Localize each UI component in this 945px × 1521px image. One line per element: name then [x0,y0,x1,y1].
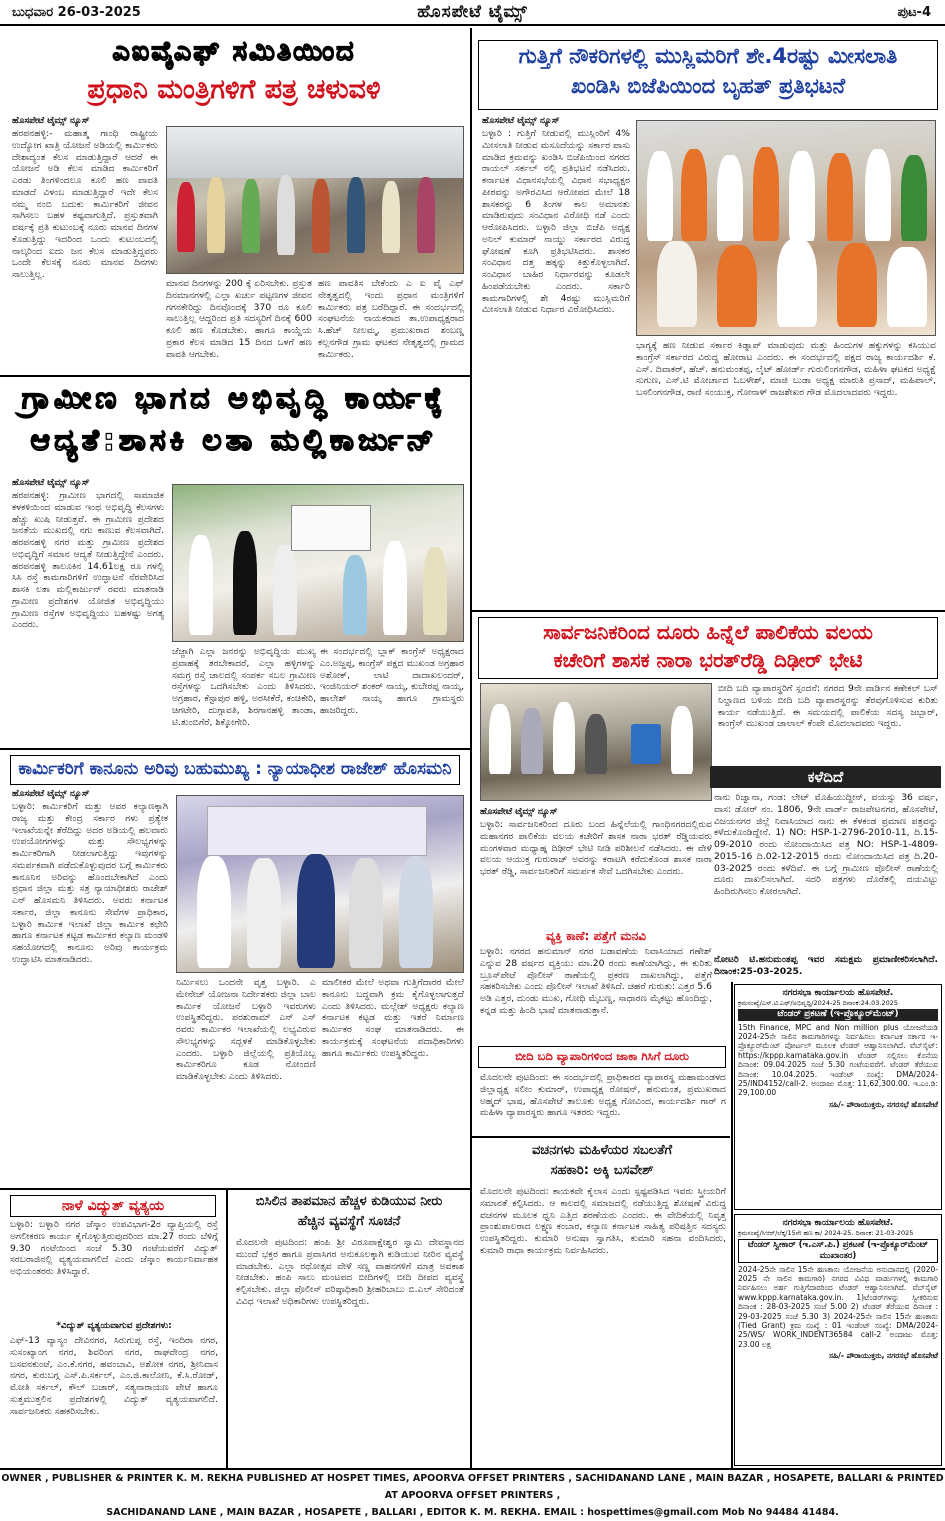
tender2-body: 2024-25ನೇ ಸಾಲಿನ 15ನೇ ಹಣಕಾಸು ಯೋಜನೆಯ ಅನುದಾನದಲ್ಲಿ (2020-2025 ನೇ ಸಾಲಿನ ಕಾಮಗಾರಿ) ನಗರದ ವಿವಿಧ ವಾರ್ಡುಗಳಲ್ಲಿ ಕಾಮಗಾರಿ ನಿರ್ವಹಿಸಲು ಅರ್ಹ ಗುತ್ತಿಗೆದಾರರಿಂದ ಟೆಂಡರ್ ಆಹ್ವಾನಿಸಲಾಗಿದೆ. ವೆಬ್‌ಸೈಟ್ www.kppp.karnataka.gov.in. 1)ಟೆಂಡರ್‌ಗಳನ್ನು ಸ್ವೀಕರಿಸುವ ದಿನಾಂಕ : 28-03-2025 ಸಂಜೆ 5.00 2) ಟೆಂಡರ್ ತೆರೆಯುವ ದಿನಾಂಕ : 29-03-2025 ಸಂಜೆ 5.30 3) 2024-25ನೇ ಸಾಲಿನ 15ನೇ ಹಣಕಾಸು (Tied Grant) ಕ್ರಮ ಸಂಖ್ಯೆ : 01 ಇಂಡೆಂಟ್ ಸಂಖ್ಯೆ: DMA/2024-25/WS/ WORK_INDENT36584 call-2 ಅಂದಾಜು ಮೊತ್ತ: 23.00 ಲಕ್ಷ [738,1264,938,1349]
imprint-line-1: OWNER , PUBLISHER & PRINTER K. M. REKHA PUBLISHED AT HOSPET TIMES, APOORVA OFFSET PRINTERS , SACHIDANAND LANE , MAIN BAZAR , HOSAPETE, BALLARI & PRINTED AT APOORVA OFFSET PRINTERS , [1,1473,944,1501]
story2-headline-2: ಖಂಡಿಸಿ ಬಿಜೆಪಿಯಿಂದ ಬೃಹತ್ ಪ್ರತಿಭಟನೆ [570,74,846,98]
tender-notice-2 [734,1214,942,1466]
story-power-cut [0,1191,226,1466]
story-bjp-protest [472,30,945,610]
story1-col2: ಮಾನವ ದಿನಗಳನ್ನು 200 ಕ್ಕೆ ಏರಿಸಬೇಕು. ಪ್ರಸ್ತುತ ದಿನಮಾನಗಳಲ್ಲಿ ಎಲ್ಲಾ ಖರ್ಚು ಪಟ್ಟಣಗಳ ಜೀವನ ಗಗನಕೇರಿದ್ದು ದಿನವೊಂದಕ್ಕೆ 370 ರೂ ಕೂಲಿ ಸಾಲುತ್ತಿಲ್ಲ ಆದ್ದರಿಂದ ಪ್ರತಿ ಸದಸ್ಯರಿಗೆ ದಿನಕ್ಕೆ 600 ಕೂಲಿ ಹಣ ಕೊಡಬೇಕು. ಹಾಗೂ ಕಾಯ್ದೆಯ ಪ್ರಕಾರ ಕೆಲಸ ಮಾಡಿದ 15 ದಿನದ ಒಳಗೆ ಹಣ ಪಾವತಿ ಆಗಬೇಕು. [166,278,312,360]
rule [472,610,945,612]
story2-photo [636,120,936,336]
tender1-body: 15th Finance, MPC and Non million plus ಯೋಜನೆಯಡಿ 2024-25ನೇ ಸಾಲಿನ ಕಾಮಗಾರಿಗಳನ್ನು ನಿರ್ವಹಿಸಲು ಕರ್ನಾಟಕ ಸರ್ಕಾರ ಇ-ಪ್ರೊಕ್ಯೂರ್‌ಮೆಂಟ್ ಪೋರ್ಟಲ್ ಮೂಲಕ ಟೆಂಡರ್ ಆಹ್ವಾನಿಸಲಾಗಿದೆ. ವೆಬ್‌ಸೈಟ್: https://kppp.karnataka.gov.in ಟೆಂಡರ್ ಸಲ್ಲಿಸಲು ಕೊನೆಯ ದಿನಾಂಕ: 09.04.2025 ಸಂಜೆ 5.30 ಗಂಟೆಯವರೆಗೆ. ಟೆಂಡರ್ ತೆರೆಯುವ ದಿನಾಂಕ: 10.04.2025. ಇಂಡೆಂಟ್ ಸಂಖ್ಯೆ: DMA/2024-25/IND4152/call-2. ಅಂದಾಜು ಮೊತ್ತ: 11,62,300.00. ಇ.ಎಂ.ಡಿ: 29,100.00 [738,1022,938,1098]
story9-headline: ಬೀದಿ ಬದಿ ವ್ಯಾಪಾರಿಗಳಿಂದ ಜಾಕಾ ಗಿಸಿಗೆ ದೂರು [515,1049,689,1063]
story-street-vendors [472,1046,730,1134]
rule [0,1188,470,1190]
story2-byline: ಹೊಸಪೇಟೆ ಟೈಮ್ಸ್ ನ್ಯೂಸ್ [482,116,560,126]
story-vachanas [472,1138,730,1466]
story4-side: ಬೀದಿ ಬದಿ ವ್ಯಾಪಾರಸ್ಥರಿಗೆ ಸ್ಪಂದನೆ: ನಗರದ 9ನೇ ವಾರ್ಡಿನ ಕಣೇಕಲ್ ಬಸ್ ನಿಲ್ದಾಣದ ಬಳಿಯ ಬೀದಿ ಬದಿ ವ್ಯಾಪಾರಸ್ಥರನ್ನು ತೆರವುಗೊಳಿಸುವ ಕುರಿತು ಕಾರ್ಯ ನಡೆಯುತ್ತಿದೆ. ಈ ಸಮಯದಲ್ಲಿ ಪಾಲಿಕೆಯ ಸದಸ್ಯ ಜಬ್ಬಾರ್, ಕಾಂಗ್ರೆಸ್ ಮುಖಂಡ ಜಾಲಾಲ್ ಕೆಂಪೇ ಮೊದಲಾದವರು ಇದ್ದರು. [718,683,938,730]
story6-headline: ನಾಳೆ ವಿದ್ಯುತ್ ವ್ಯತ್ಯಯ [10,1195,216,1217]
lost-notice [710,766,941,980]
tender1-sign: ಸಹಿ/- ಪೌರಾಯುಕ್ತರು, ನಗರಸಭೆ ಹೊಸಪೇಟೆ [828,1099,938,1109]
story3-byline: ಹೊಸಪೇಟೆ ಟೈಮ್ಸ್ ನ್ಯೂಸ್ [12,478,90,488]
story4-body: ಬಳ್ಳಾರಿ: ಸಾರ್ವಜನಿಕರಿಂದ ದೂರು ಬಂದ ಹಿನ್ನೆಲೆಯಲ್ಲಿ ಗಾಂಧಿನಗರದಲ್ಲಿರುವ ಮಹಾನಗರ ಪಾಲಿಕೆಯ ವಲಯ ಕಚೇರಿಗೆ ಶಾಸಕ ನಾರಾ ಭರತ್ ರೆಡ್ಡಿಯವರು ಮಂಗಳವಾರ ಮಧ್ಯಾಹ್ನ ದಿಢೀರ್ ಭೇಟಿ ನೀಡಿ ಪರಿಶೀಲನೆ ನಡೆಸಿದರು. ಈ ವೇಳೆ ವಲಯ ಆಯುಕ್ತ ಗುರುರಾಜ್ ಅವರನ್ನು ಕರಾಟಗಿ ಕರೆದುಕೊಂಡ ಶಾಸಕ ನಾರಾ ಭರತ್ ರೆಡ್ಡಿ, ಸಾರ್ವಜನಿಕರಿಗೆ ಸಮರ್ಪಕ ಸೇವೆ ಒದಗಿಸಬೇಕು ಎಂದರು. [480,819,712,878]
story1-byline: ಹೊಸಪೇಟೆ ಟೈಮ್ಸ್ ನ್ಯೂಸ್ [12,116,90,126]
story1-headline-1: ಎಐವೈಎಫ್ ಸಮಿತಿಯಿಂದ [112,36,356,67]
story8-body: ಬಳ್ಳಾರಿ: ನಗರದ ಹನುಮಾನ್ ನಗರ ಬಡಾವಣೆಯ ನಿವಾಸಿಯಾದ ಗಣೇಶ್ ಎನ್ನುವ 28 ವರ್ಷದ ವ್ಯಕ್ತಿಯು ಮಾ.20 ರಂದು ಕಾಣೆಯಾಗಿದ್ದು, ಈ ಕುರಿತು ಬ್ರೂಸ್‌ಪೇಟೆ ಪೊಲೀಸ್ ಠಾಣೆಯಲ್ಲಿ ಪ್ರಕರಣ ದಾಖಲಾಗಿದ್ದು, ಪತ್ತೆಗೆ ಸಹಕರಿಸಬೇಕು ಎಂದು ಪೊಲೀಸ್ ಇಲಾಖೆ ತಿಳಿಸಿದೆ. ಚಹರೆ ಗುರುತು: ಎತ್ತರ 5.6 ಅಡಿ ಎತ್ತರ, ದುಂಡು ಮುಖ, ಗೋಧಿ ಮೈಬಣ್ಣ, ಸಾಧಾರಣ ಮೈಕಟ್ಟು ಹೊಂದಿದ್ದು, ಕನ್ನಡ ಮತ್ತು ಹಿಂದಿ ಭಾಷೆ ಮಾತನಾಡುತ್ತಾನೆ. [480,946,712,1016]
story7-body: ಮೊದಲನೇ ಪುಟದಿಂದ: ಹಂಪಿ ಶ್ರೀ ವಿರೂಪಾಕ್ಷೇಶ್ವರ ಸ್ವಾಮಿ ದೇವಸ್ಥಾನದ ಮುಂದೆ ಭಕ್ತರ ಹಾಗೂ ಪ್ರವಾಸಿಗರ ಅನುಕೂಲಕ್ಕಾಗಿ ಕುಡಿಯುವ ನೀರಿನ ವ್ಯವಸ್ಥೆ ಮಾಡಬೇಕು. ಎಲ್ಲಾ ರಥೋತ್ಸವ ವೇಳೆ ಸಣ್ಣ ವಾಹನಗಳಿಗೆ ಮಾತ್ರ ಅವಕಾಶ ನೀಡಬೇಕು. ಹಂಪಿ ಸಾಲು ಮಂಟಪದ ಬೀದಿಗಳಲ್ಲಿ ಬೀದಿ ದೀಪದ ವ್ಯವಸ್ಥೆ ಕಲ್ಪಿಸಬೇಕು. ಜಿಲ್ಲಾ ಪೊಲೀಸ್ ವರಿಷ್ಠಾಧಿಕಾರಿ ಶ್ರೀಹರಿಬಾಬು ಬಿ.ಎಲ್ ಸೇರಿದಂತೆ ವಿವಿಧ ಇಲಾಖೆ ಅಧಿಕಾರಿಗಳು ಉಪಸ್ಥಿತರಿದ್ದರು. [236,1237,464,1307]
masthead [0,0,945,26]
story8-headline: ವ್ಯಕ್ತಿ ಕಾಣೆ: ಪತ್ತೆಗೆ ಮನವಿ [545,929,647,943]
story6-subhead: *ವಿದ್ಯುತ್ ವ್ಯತ್ಯಯವಾಗುವ ಪ್ರದೇಶಗಳು: [56,1321,172,1331]
story2-headline-1: ಗುತ್ತಿಗೆ ನೌಕರಿಗಳಲ್ಲಿ ಮುಸ್ಲಿಮರಿಗೆ ಶೇ.4ರಷ್ಟು ಮೀಸಲಾತಿ [518,44,898,68]
story9-body: ಮೊದಲನೇ ಪುಟದಿಂದ: ಈ ಸಂದರ್ಭದಲ್ಲಿ ಪ್ರಾಧಿಕಾರದ ವ್ಯಾಪಾರಸ್ಥ ಮಹಾಮಂಡಳದ ಜಿಲ್ಲಾಧ್ಯಕ್ಷ ಸಲೀಂ ಕುಮಾರ್, ಉಪಾಧ್ಯಕ್ಷ ರೋಷನ್, ಹನುಮಂತ, ಪ್ರಮುಖರಾದ ಅಹ್ಮದ್ ಭಾಷ, ಹೊಸಪೇಟೆ ತಾಲೂಕು ಅಧ್ಯಕ್ಷ ಗೋವಿಂದ, ಕಾರ್ಯದರ್ಶಿ ಗಾರ್ ಗ ಮಹಿಳಾ ವ್ಯಾಪಾರಸ್ಥರು ಹಾಗೂ ಇತರರು ಇದ್ದರು. [480,1072,726,1119]
tender2-office: ನಗರಸಭಾ ಕಾರ್ಯಾಲಯ ಹೊಸಪೇಟೆ. [782,1218,894,1228]
tender1-ref: ಕ್ರಮಸಂಖ್ಯೆ/ಎಸ್.ಟಿ.ಎಫ್/ಅಭಿವೃದ್ಧಿ/2024-25 ದಿನಾಂಕ:24.03.2025 [738,999,898,1008]
story3-col3: ಈ ಸಂದರ್ಭದಲ್ಲಿ ಬ್ಲಾಕ್ ಕಾಂಗ್ರೆಸ್ ಅಧ್ಯಕ್ಷರಾದ ಎಂ.ಅಜ್ಜಪ್ಪ, ಕಾಂಗ್ರೆಸ್ ಪಕ್ಷದ ಮುಖಂಡ ಅಗ್ರಹಾರ ಅಶೋಕ್, ಲಾಟಿ ದಾದಾಖಲಂದರ್, ಇಂಜಿನಿಯರ್ ಶಂಕರ್ ನಾಯ್ಕ, ಕುಬೇರಪ್ಪ ನಾಯ್ಕ, ಹಾಲೇಶ್ ನಾಯ್ಕ ಹಾಗೂ ಗ್ರಾಮಸ್ಥರು ಹಾಜರಿದ್ದರು. [320,646,464,716]
story5-headline: ಕಾರ್ಮಿಕರಿಗೆ ಕಾನೂನು ಅರಿವು ಬಹುಮುಖ್ಯ : ನ್ಯಾಯಾಧೀಶ ರಾಜೇಶ್ ಹೊಸಮನಿ [10,755,460,785]
story-labour-law-awareness [0,751,468,1186]
story6-body2: ಎಫ್-13 ವ್ಯಾಸ್ಯಂ ದೇವಿನಗರ, ಸಿರುಗುಪ್ಪ ರಸ್ತೆ, ಇಂದಿರಾ ನಗರ, ಸುಸಂಖ್ಯಾಂಗ ನಗರ, ಶಿವರಿಂಗ ನಗರ, ರಾಘವೇಂದ್ರ ನಗರ, ಬಸವನಕುಂಟೆ, ಎಂ.ಕೆ.ನಗರ, ಹವಂಬಾವಿ, ಅಶೋಕ ನಗರ, ಶ್ರೀನಿವಾಸ ನಗರ, ಕುರುಬಗ್ಗ ಎಸ್.ಪಿ.ಸರ್ಕಲ್, ಎಂ.ಜಿ.ಕಾಲೋನಿ, ಕೆ.ಸಿ.ರೋಡ್, ಮೋತಿ ಸರ್ಕಲ್, ಕೌಲ್ ಬಜಾರ್, ಸತ್ಯನಾರಾಯಣ ಪೇಟೆ ಹಾಗೂ ಸುತ್ತಮುತ್ತಲಿನ ಪ್ರದೇಶಗಳಲ್ಲಿ ವಿದ್ಯುತ್ ವ್ಯತ್ಯಯವಾಗಲಿದೆ. ಸಾರ್ವಜನಿಕರು ಸಹಕರಿಸಬೇಕು. [10,1335,218,1417]
tender1-office: ನಗರಸಭಾ ಕಾರ್ಯಾಲಯ ಹೊಸಪೇಟೆ. [782,988,894,998]
story1-col1: ಹರಪನಹಳ್ಳಿ:- ಮಹಾತ್ಮ ಗಾಂಧಿ ರಾಷ್ಟ್ರೀಯ ಉದ್ಯೋಗ ಖಾತ್ರಿ ಯೋಜನೆ ಅಡಿಯಲ್ಲಿ ಕಾರ್ಮಿಕರು ದೇಶಾದ್ಯಂತ ಕೆಲಸ ಮಾಡುತ್ತಿದ್ದಾರೆ ಆದರೆ ಈ ಯೋಜನೆ ಅಡಿ ಕೆಲಸ ಮಾಡಿದ ಕಾರ್ಮಿಕರಿಗೆ ಎರಡು ತಿಂಗಳಿಂದಲೂ ಕೂಲಿ ಹಣ ಪಾವತಿ ಮಾಡದೆ ವಿಳಂಬ ಮಾಡುತ್ತಿದ್ದಾರೆ ಇದೇ ಕೆಲಸ ನಮ್ಮ ನಂಬಿ ಬದುಕು ಕಾರ್ಮಿಕರಿಗೆ ಜೀವನ ಸಾಗಿಸಲು ಬಹಳ ಕಷ್ಟವಾಗುತ್ತಿದೆ. ಪ್ರಸ್ತುತವಾಗಿ ವರ್ಷಕ್ಕೆ ಪ್ರತಿ ಕುಟುಂಬಕ್ಕೆ ನೂರು ಮಾನವ ದಿನಗಳ ಕೊಡುತ್ತಿದ್ದು ಇದರಿಂದ ಒಂದು ಕುಟುಂಬದಲ್ಲಿ ನಾಲ್ಕರಿಂದ ಐದು ಜನ ಕೆಲಸ ಮಾಡುತ್ತಿದ್ದವರು ಒಂದೇ ಕೆಲಸಕ್ಕೆ ನೂರು ಮಾನವ ದಿನಗಳು ಸಾಲುತ್ತಿಲ್ಲ. [12,128,158,281]
story3-col1: ಹರಪನಹಳ್ಳಿ: ಗ್ರಾಮೀಣ ಭಾಗದಲ್ಲಿ ಸಾಮಾಜಿಕ ಕಳಕಳಿಯಿಂದ ಮಾಡುವ ಇಂಥ ಅಭಿವೃದ್ಧಿ ಕೆಲಸಗಳು ಹೆಚ್ಚು ಖುಷಿ ನೀಡುತ್ತವೆ. ಈ ಗ್ರಾಮೀಣ ಪ್ರದೇಶದ ಜನತೆಯ ಮುಖದಲ್ಲಿ ನಗು ಕಾಣುವ ಕೆಲಸವಾಗಿದೆ. ಹರಪನಹಳ್ಳಿ ನಗರ ಮತ್ತು ಗ್ರಾಮೀಣ ಪ್ರದೇಶದ ಅಭಿವೃದ್ಧಿಗೆ ಸಮಾನ ಆದ್ಯತೆ ನೀಡುತ್ತಿದ್ದೇನೆ ಎಂದರು. ಹರಪನಹಳ್ಳಿ ತಾಲೂಕಿನ 14.61ಲಕ್ಷ ರೂ ಗಳಲ್ಲಿ ಸಿಸಿ ರಸ್ತೆ ಕಾಮಗಾರಿಗಳಿಗೆ ಉದ್ಘಾಟನೆ ನೆರವೇರಿಸಿದ ಶಾಸಕಿ ಲತಾ ಮಲ್ಲಿಕಾರ್ಜುನ್ ರವರು ಮಾತನಾಡಿ ಗ್ರಾಮೀಣ ಪ್ರದೇಶಗಳ ಯೋಜಿತ ಅಭಿವೃದ್ಧಿಯು ಗ್ರಾಮೀಣ ರಸ್ತೆಗಳ ಅಭಿವೃದ್ಧಿಯು ಬಹಳಷ್ಟು ಅಗತ್ಯ ಎಂದರು. [12,490,164,631]
story2-col2: ಭಾಗ್ಯಕ್ಕೆ ಹಣ ನೀಡುವ ಸರ್ಕಾರ ಕಿಡ್ನಾಪ್ ಮಾಡುವುದು ಮತ್ತು ಹಿಂದುಗಳ ಹಕ್ಕುಗಳನ್ನು ಕಸಿಯುವ ಕಾಂಗ್ರೆಸ್ ಸರ್ಕಾರದ ವಿರುದ್ಧ ಹೋರಾಟ ಎಂದರು. ಈ ಸಂದರ್ಭದಲ್ಲಿ ಪಕ್ಷದ ರಾಜ್ಯ ಕಾರ್ಯದರ್ಶಿ ಕೆ. ಎಸ್. ದಿವಾಕರ್, ಹೆಚ್. ಹನುಮಂತಪ್ಪ, ಲೈಟ್ ಹೋರ್ಡ್ ಗುರುಲಿಂಗನಗೌಡ, ಮಹಿಳಾ ಘಟಕದ ಅಧ್ಯಕ್ಷೆ ಸುಗುಣ, ಎಸ್.ಟಿ ಮೋರ್ಚಾದ ಓಬಳೇಶ್, ಮಾಜಿ ಬುಡಾ ಅಧ್ಯಕ್ಷ ಮಾರುತಿ ಪ್ರಸಾದ್, ಮಹಿಪಾಲ್, ಬಸಲಿಂಗನಗೌಡ, ರಾಣಿ ಸಂಯುಕ್ತ, ಗೋನಾಳ್ ರಾಜಶೇಖರ ಗೌಡ ಮೊದಲಾದವರು ಇದ್ದರು. [636,340,936,399]
story10-body: ಮೊದಲನೇ ಪುಟದಿಂದ: ಕಾಯಕವೇ ಕೈಲಾಸ ಎಂದು ಸ್ಪಷ್ಟಪಡಿಸಿದ ಇವರು ಸ್ತ್ರೀಯರಿಗೆ ಸಮಾನತೆ ಕಲ್ಪಿಸಿದರು. ಆ ಕಾಲದಲ್ಲಿ ಸಮಾಜದಲ್ಲಿ ನಡೆಯುತ್ತಿದ್ದ ಶೋಷಣೆ ವಿರುದ್ಧ ವಚನಗಳ ಮೂಲಕ ಧ್ವನಿ ಎತ್ತಿದ ಶರಣೆಯರು ಎಂದರು. ಈ ವೇದಿಕೆಯಲ್ಲಿ ನಿವೃತ್ತ ಪ್ರಾಂಶುಪಾಲರಾದ ಲಕ್ಷ್ಮಣ ಕಂಬಾರ, ಕಲ್ಯಾಣ ಕರ್ನಾಟಕ ಸಾಹಿತ್ಯ ಪರಿಷತ್ತಿನ ಸದಸ್ಯರು ಉಪಸ್ಥಿತರಿದ್ದರು. ಕುಮಾರಿ ಅನುಷಾ ಸ್ವಾಗತಿಸಿ, ಕುಮಾರಿ ಸಹನಾ ವಂದಿಸಿದರು, ಕುಮಾರಿ ರಾಧಾ ಕಾರ್ಯಕ್ರಮ ನಿರ್ವಹಿಸಿದರು. [480,1186,726,1256]
story5-byline: ಹೊಸಪೇಟೆ ಟೈಮ್ಸ್ ನ್ಯೂಸ್ [12,789,90,799]
page-number: ಪುಟ-4 [897,5,931,20]
story4-photo [480,683,712,801]
rule [0,748,470,750]
imprint-line-2: SACHIDANAND LANE , MAIN BAZAR , HOSAPETE , BALLARI , EDITOR K. M. REKHA. EMAIL : hospettimes@gmail.com Mob No 94484 41484. [106,1507,839,1518]
tender2-sign: ಸಹಿ/- ಪೌರಾಯುಕ್ತರು, ನಗರಸಭೆ ಹೊಸಪೇಟೆ [828,1351,938,1360]
tender2-ref: ಕ್ರಮಸಂಖ್ಯೆ/ಸಿಆರ್/ಲೆಕ್ಕ/15ನೇ ಹಣ ಕಾ/ 2024-25. ದಿನಾಂಕ: 21-03-2025 [738,1229,914,1238]
tender2-title: ಟೆಂಡರ್ ಸ್ವೀಕಾರ್ (ಇ.ಎಸ್.ಪಿ.) ಪ್ರಕಟಣೆ (ಇ-ಪ್ರೊಕ್ಯೂರ್‌ಮೆಂಟ್ ಮುಖಾಂತರ) [738,1239,938,1262]
story-drinking-water [228,1191,468,1466]
story5-photo [176,795,464,973]
story-rural-development [0,378,468,746]
story3-col2: ಜೆಜ್ಜಾಗಿ ಎಲ್ಲಾ ಜನರನ್ನು ಅಭಿವೃದ್ಧಿಯ ಮುಖ್ಯ ಪ್ರವಾಹಕ್ಕೆ ತರಬೇಕಾದರೆ, ಎಲ್ಲಾ ಹಳ್ಳಿಗಳನ್ನು ಸಮಗ್ರ ರಸ್ತೆ ಜಾಲದಲ್ಲಿ ಸಂಪರ್ಕ ಸಬಲ ಗ್ರಾಮೀಣ ರಸ್ತೆಗಳನ್ನು ಒದಗಿಸಬೇಕು ಎಂದು ತಿಳಿಸಿದರು. ಅಗ್ರಹಾರ, ಕೆಸ್ಟಾಪುರ ಹಳ್ಳಿ, ಅರಸೀಕೆರೆ, ಕಂಚಿಕೇರಿ, ಚಿಗಟೇರಿ, ದುಗ್ಗಾವತಿ, ಶಿರಗಾನಹಳ್ಳಿ ತಾಂಡಾ, ಟಿ.ತುಂಬಿಗೆರೆ, ಶಿಕ್ಕೋಗೇರಿ. [172,646,316,728]
story10-headline-2: ಸಹಕಾರಿ: ಅಕ್ಕಿ ಬಸವೇಶ್ [550,1163,654,1178]
lost-notice-header: ಕಳೆದಿದೆ [710,766,941,788]
rule [0,375,470,377]
newspaper-title: ಹೊಸಪೇಟೆ ಟೈಮ್ಸ್ [417,2,528,22]
lost-notice-signoff: ನೋಟರಿ ಟಿ.ಹನುಮಂತಪ್ಪ ಇವರ ಸಮಕ್ಷಮ ಪ್ರಮಾಣೀಕರಿಸಲಾಗಿದೆ. ದಿನಾಂಕ:25-03-2025. [714,954,938,977]
story1-col3: ಹಣ ಪಾವತಿಸ ಬೇಕೆಂದು ಎ ಐ ವೈ ಎಫ್ ನೇತೃತ್ವದಲ್ಲಿ ಇಂದು ಪ್ರಧಾನ ಮಂತ್ರಿಗಳಿಗೆ ಕಾರ್ಮಿಕರು ಪತ್ರ ಬರೆದಿದ್ದಾರೆ. ಈ ಸಂದರ್ಭದಲ್ಲಿ ಸಂಘಟನೆಯ ನಾಯಕರಾದ ತಾ.ಉಪಾಧ್ಯಕ್ಷರಾದ ಸಿ.ಹೆಚ್ ನೀಲಮ್ಮ, ಪ್ರಮುಖರಾದ ಶಂಬಣ್ಣ ಕಲ್ಲನಗೌಡ ಗ್ರಾಮ ಘಟಕದ ನೇತೃತ್ವದಲ್ಲಿ ಗ್ರಾಮದ ಕಾರ್ಮಿಕರು. [318,278,464,360]
story2-col1: ಬಳ್ಳಾರಿ : ಗುತ್ತಿಗೆ ನೀಡುವಲ್ಲಿ ಮುಸ್ಲಿಂರಿಗೆ 4% ಮೀಸಲಾತಿ ನೀಡುವ ಮಸೂದೆಯನ್ನು ಸರ್ಕಾರ ಪಾಸು ಮಾಡಿದ ಕ್ರಮವನ್ನು ಖಂಡಿಸಿ ಬಿಜೆಪಿಯಿಂದ ನಗರದ ರಾಯಲ್ ಸರ್ಕಲ್ ನಲ್ಲಿ ಪ್ರತಿಭಟನೆ ನಡೆಸಿದರು. ಕರ್ನಾಟಕ ವಿಧಾನಸಭೆಯಲ್ಲಿ ವಿಧಾನ ಸಭಾಧ್ಯಕ್ಷರ ಪೀಠವನ್ನು ಅಗೌರವಿಸಿದ ಆರೋಪದ ಮೇಲೆ 18 ಶಾಸಕರನ್ನು 6 ತಿಂಗಳ ಕಾಲ ಅಮಾನತು ಮಾಡಿರುವುದು ಸಂವಿಧಾನ ವಿರೋಧಿ ನಡೆ ಎಂದು ಆರೋಪಿಸಿದರು. ಬಳ್ಳಾರಿ ಜಿಲ್ಲಾ ಬಿಜೆಪಿ ಅಧ್ಯಕ್ಷ ಅನಿಲ್ ಕುಮಾರ್ ನಾಯ್ಡು ಸರ್ಕಾರದ ವಿರುದ್ಧ ಘೋಷಣೆ ಕೂಗಿ ಪ್ರತಿಭಟಿಸಿದರು. ಶಾಸಕರ ಸಂವಿಧಾನ ದತ್ತ ಹಕ್ಕನ್ನು ಕಿತ್ತುಕೊಳ್ಳಲಾಗಿದೆ. ಸಂವಿಧಾನ ಬಾಹಿರ ನಿರ್ಧಾರವನ್ನು ಕೂಡಲೇ ಹಿಂಪಡೆಯಬೇಕು ಎಂದರು. ಸರ್ಕಾರಿ ಕಾಮಗಾರಿಗಳಲ್ಲಿ ಶೇ 4ರಷ್ಟು ಮುಸ್ಲಿಮರಿಗೆ ಮೀಸಲಾತಿ ನೀಡುವ ನಿರ್ಧಾರ ವಿರೋಧಿಸಿದರು. [482,128,630,316]
story3-photo [172,484,464,642]
story-aiyf-letter [0,30,468,375]
story7-headline-1: ಬಿಸಿಲಿನ ತಾಪಮಾನ ಹೆಚ್ಚಳ ಕುಡಿಯುವ ನೀರು [255,1194,443,1209]
lost-notice-body: ನಾನು ರಿಜ್ವಾನಾ, ಗಂಡ: ಲೇಟ್ ಮೊಹಿಯುದ್ದೀನ್, ವಯಸ್ಸು 36 ವರ್ಷ, ವಾಸ: ಡೋರ್ ನಂ. 1806, 9ನೇ ವಾರ್ಡ್ ರಾಜಪೇಟನಗರ, ಹೊಸಪೇಟೆ, ವಿಜಯನಗರ ಜಿಲ್ಲೆ ನಿವಾಸಿಯಾದ ನಾನು ಈ ಕೆಳಕಂಡ ಪ್ರಮಾಣ ಪತ್ರವನ್ನು ಕಳೆದುಕೊಂಡಿದ್ದೇನೆ. 1) NO: HSP-1-2796-2010-11, ದಿ.15-09-2010 ರಂದು ನೋಂದಾಯಿಸಿದ ಪತ್ರ NO: HSP-1-4809-2015-16 ದಿ.02-12-2015 ರಂದು ನೋಂದಾಯಿಸಿದ ಪತ್ರ ದಿ.20-03-2025 ರಂದು ಕಳೆದಿವೆ. ಈ ಬಗ್ಗೆ ಗ್ರಾಮೀಣ ಪೊಲೀಸ್ ಠಾಣೆಯಲ್ಲಿ ದೂರು ದಾಖಲಿಸಲಾಗಿದೆ. ಸದರಿ ಪತ್ರಗಳು ದೊರೆತಲ್ಲಿ ದಯವಿಟ್ಟು ಹಿಂದಿರುಗಿಸಲು ಕೋರಲಾಗಿದೆ. [714,792,938,898]
story3-headline-2: ಆದ್ಯತೆ:ಶಾಸಕಿ ಲತಾ ಮಲ್ಲಿಕಾರ್ಜುನ್ [30,423,438,458]
story-missing-person [472,929,712,1040]
story1-headline-2: ಪ್ರಧಾನಿ ಮಂತ್ರಿಗಳಿಗೆ ಪತ್ರ ಚಳುವಳಿ [87,74,381,105]
story4-headline-2: ಕಚೇರಿಗೆ ಶಾಸಕ ನಾರಾ ಭರತ್‌ರೆಡ್ಡಿ ದಿಢೀರ್ ಭೇಟಿ [553,648,863,672]
issue-date: ಬುಧವಾರ 26-03-2025 [12,5,141,20]
story7-headline-2: ಹೆಚ್ಚಿನ ವ್ಯವಸ್ಥೆಗೆ ಸೂಚನೆ [297,1214,401,1229]
story4-headline-1: ಸಾರ್ವಜನಿಕರಿಂದ ದೂರು ಹಿನ್ನೆಲೆ ಪಾಲಿಕೆಯ ವಲಯ [543,620,873,644]
story5-col2: ನಿರ್ಮಿಸಲು ಒಂದನೇ ವೃತ್ತ ಬಳ್ಳಾರಿ. ಎ ಮೇನೇಜ್ ಯೋಜನಾ ನಿರ್ದೇಶಕರು ಜಿಲ್ಲಾ ಬಾಲ ಕಾರ್ಮಿಕ ಯೋಜನೆ ಬಳ್ಳಾರಿ ಇವರುಗಳು ಉಪಸ್ಥಿತರಿದ್ದರು. ಪರಶುರಾಮ್ ಎನ್ ಎಸ್ ರವರು ಕಾರ್ಮಿಕರ ಇಲಾಖೆಯಲ್ಲಿ ಲಭ್ಯವಿರುವ ಸೌಲಭ್ಯಗಳನ್ನು ಸದ್ಬಳಕೆ ಮಾಡಿಕೊಳ್ಳಬೇಕು ಎಂದರು. ಬಳ್ಳಾರಿ ಜಿಲ್ಲೆಯಲ್ಲಿ ಪ್ರತಿಯೊಬ್ಬ ಕಾರ್ಮಿಕರಿಗೂ ಕೂಡ ನೋಂದಣಿ ಮಾಡಿಕೊಳ್ಳಬೇಕು ಎಂದು ತಿಳಿಸಿದರು. [176,977,316,1083]
imprint-footer [0,1468,945,1518]
story1-photo [166,126,464,274]
story4-byline: ಹೊಸಪೇಟೆ ಟೈಮ್ಸ್ ನ್ಯೂಸ್ [480,807,558,817]
story3-headline-1: ಗ್ರಾಮೀಣ ಭಾಗದ ಅಭಿವೃದ್ಧಿ ಕಾರ್ಯಕ್ಕೆ [21,381,447,416]
story10-headline-1: ವಚನಗಳು ಮಹಿಳೆಯರ ಸಬಲತೆಗೆ [531,1143,673,1158]
story5-col1: ಬಳ್ಳಾರಿ: ಕಾರ್ಮಿಕರಿಗೆ ಮತ್ತು ಅವರ ಕಲ್ಯಾಣಕ್ಕಾಗಿ ರಾಜ್ಯ ಮತ್ತು ಕೇಂದ್ರ ಸರ್ಕಾರ ಗಳು ಪ್ರತ್ಯೇಕ ಇಲಾಖೆಯನ್ನೇ ತೆರೆದಿದ್ದು ಅದರ ಅಡಿಯಲ್ಲಿ ಹಲವಾರು ಉಪಯೋಗಗಳನ್ನು ಮತ್ತು ಸೌಲಭ್ಯಗಳನ್ನು ಕಾರ್ಮಿಕರಿಗಾಗಿ ನೀಡಲಾಗುತ್ತಿದ್ದು ಇವುಗಳನ್ನು ಸಮರ್ಪಕವಾಗಿ ಪಡೆದುಕೊಳ್ಳುವುದರ ಬಗ್ಗೆ ಕಾರ್ಮಿಕರು ಕಾನೂನಿನ ಅರಿವನ್ನು ಹೊಂದಬೇಕಾಗಿದೆ ಎಂದು ಪ್ರಧಾನ ಜಿಲ್ಲಾ ಮತ್ತು ಸತ್ರ ನ್ಯಾಯಾಧೀಶರು ರಾಜೇಶ್ ಎನ್ ಹೊಸಮನಿ ತಿಳಿಸಿದರು. ಅವರು ಕರ್ನಾಟಕ ಸರ್ಕಾರ, ಜಿಲ್ಲಾ ಕಾನೂನು ಸೇವೆಗಳ ಪ್ರಾಧಿಕಾರ, ಬಳ್ಳಾರಿ ಕಾರ್ಮಿಕ ಇಲಾಖೆ ಜಿಲ್ಲಾ ಕಾರ್ಮಿಕ ಕಛೇರಿ ಹಾಗೂ ಕರ್ನಾಟಕ ಕಟ್ಟಡ ಕಾರ್ಮಿಕರ ಕಲ್ಯಾಣ ಮಂಡಳಿ ಸಹಯೋಗದಲ್ಲಿ ಕಾನೂನು ಅರಿವು ಕಾರ್ಯಕ್ರಮ ಉದ್ಘಾಟಿಸಿ ಮಾತನಾಡಿದರು. [12,801,168,965]
story6-body: ಬಳ್ಳಾರಿ: ಬಳ್ಳಾರಿ ನಗರ ಜೆಸ್ಕಾಂ ಉಪವಿಭಾಗ-2ರ ವ್ಯಾಪ್ತಿಯಲ್ಲಿ ರಸ್ತೆ ಅಗಲೀಕರಣ ಕಾರ್ಯ ಕೈಗೊಳ್ಳುತ್ತಿರುವುದರಿಂದ ಮಾ.27 ರಂದು ಬೆಳಿಗ್ಗೆ 9.30 ಗಂಟೆಯಿಂದ ಸಂಜೆ 5.30 ಗಂಟೆಯವರೆಗೆ ವಿದ್ಯುತ್ ಸರಬರಾಜಿನಲ್ಲಿ ವ್ಯತ್ಯಯವಾಗಲಿದೆ ಎಂದು ಜೆಸ್ಕಾಂ ಕಾರ್ಯನಿರ್ವಾಹಕ ಅಭಿಯಂತರರು ತಿಳಿಸಿದ್ದಾರೆ. [10,1219,218,1278]
story5-col3: ಮಾಲೀಕರ ಮೇಲೆ ಅಥವಾ ಗುತ್ತಿಗೆದಾರರ ಮೇಲೆ ಕಾನೂನು ಬದ್ಧವಾಗಿ ಕ್ರಮ ಕೈಗೊಳ್ಳಲಾಗುತ್ತದೆ ಎಂದು ತಿಳಿಸಿದರು. ಮಲ್ಲೇಶ್ ಅಧ್ಯಕ್ಷರು ಕಲ್ಯಾಣ ಕರ್ನಾಟಕ ಕಟ್ಟಡ ಮತ್ತು ಇತರೆ ನಿರ್ಮಾಣ ಕಾರ್ಮಿಕರ ಸಂಘ ಮಾತನಾಡಿದರು. ಈ ಕಾರ್ಯಕ್ರಮಕ್ಕೆ ಸಂಘಟನೆಯ ಪದಾಧಿಕಾರಿಗಳು ಹಾಗೂ ಕಾರ್ಮಿಕರು ಉಪಸ್ಥಿತರಿದ್ದರು. [322,977,464,1059]
tender-notice-1 [734,984,942,1210]
tender1-title: ಟೆಂಡರ್ ಪ್ರಕಟಣೆ (ಇ-ಪ್ರೊಕ್ಯೂರ್‌ಮೆಂಟ್) [738,1009,938,1020]
rule [731,982,733,1468]
